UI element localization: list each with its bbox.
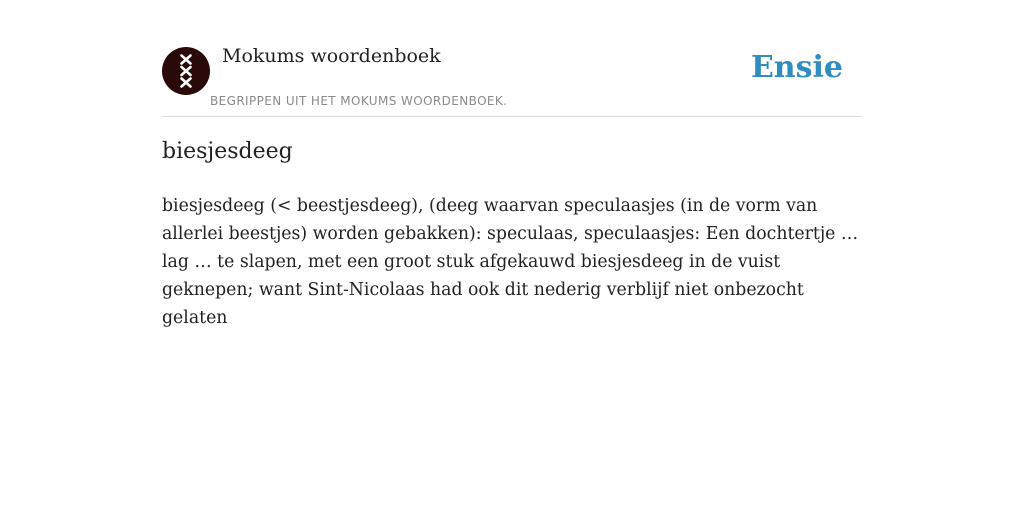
- site-tagline: BEGRIPPEN UIT HET MOKUMS WOORDENBOEK.: [210, 94, 508, 108]
- entry-title: biesjesdeeg: [162, 139, 293, 164]
- site-title[interactable]: Mokums woordenboek: [222, 45, 441, 67]
- ensie-brand-link[interactable]: Ensie: [750, 50, 843, 85]
- site-header: [162, 0, 862, 117]
- amsterdam-xxx-icon[interactable]: [162, 47, 210, 95]
- entry-definition: biesjesdeeg (< beestjesdeeg), (deeg waarvan speculaasjes (in de vorm van allerlei beestjes) worden gebakken): speculaas, speculaasjes: Een dochtertje … lag … te slapen, met een groot stuk afgekauwd biesjesdeeg in de vuist geknepen; want Sint-Nicolaas had ook dit nederig verblijf niet onbezocht gelaten: [162, 196, 859, 328]
